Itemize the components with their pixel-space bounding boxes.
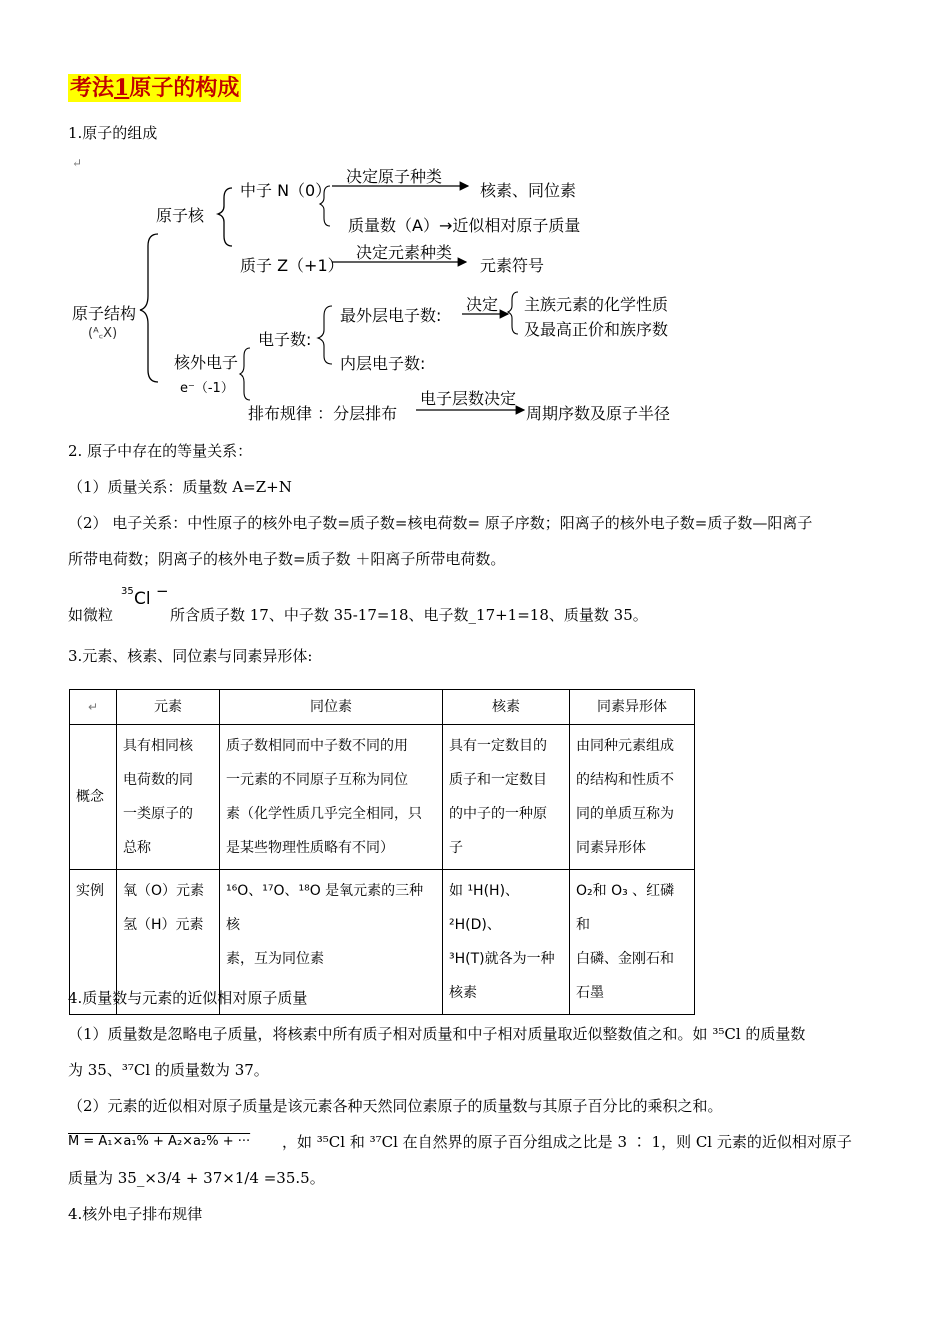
outer-result-brace: [508, 292, 518, 334]
cell-line: 氧（O）元素: [123, 883, 205, 899]
example-text: 所含质子数 17、中子数 35-17=18、电子数_17+1=18、质量数 35。: [170, 606, 648, 624]
table-row: [70, 725, 695, 870]
rule-label: 排布规律 ：分层排布: [248, 404, 398, 423]
atom-label: 原子结构: [72, 304, 137, 323]
heading-equal-relations: 2. 原子中存在的等量关系：: [68, 442, 253, 460]
row-label-concept: 概念: [70, 725, 117, 870]
header-allotrope: 同素异形体: [570, 690, 695, 725]
cell-line: 的结构和性质不: [576, 772, 674, 788]
cell-line: ¹⁶O、¹⁷O、¹⁸O 是氧元素的三种核: [226, 883, 424, 933]
cell-line: 由同种元素组成: [576, 738, 674, 754]
concept-nuclide: [443, 725, 570, 870]
cell-line: 同素异形体: [576, 840, 646, 856]
cell-line: 质子和一定数目: [449, 772, 547, 788]
atom-symbol: (ᴬ꜀X): [88, 326, 118, 341]
proton-label: 质子 Z（+1）: [240, 256, 344, 275]
rule-result: 周期序数及原子半径: [526, 404, 671, 423]
cell-line: 的中子的一种原: [449, 806, 547, 822]
heading-atom-composition: 1.原子的组成: [68, 124, 158, 142]
concept-isotope: [220, 725, 443, 870]
heading-mass-number: 4.质量数与元素的近似相对原子质量: [68, 989, 308, 1007]
example-prefix: 如微粒: [68, 606, 114, 624]
cell-line: 素（化学性质几乎完全相同，只: [226, 806, 422, 822]
electron-count-label: 电子数:: [258, 330, 312, 349]
electron-brace: [240, 348, 250, 400]
electron-relation-line2: 所带电荷数；阴离子的核外电子数=质子数 ＋阳离子所带电荷数。: [68, 550, 506, 568]
header-element: 元素: [117, 690, 220, 725]
para-mark: ↵: [72, 156, 83, 170]
header-nuclide: 核素: [443, 690, 570, 725]
neutron-result: 核素、同位素: [480, 181, 577, 200]
cell-line: O₂和 O₃ 、红磷和: [576, 883, 675, 933]
cell-line: 白磷、金刚石和: [576, 951, 674, 967]
example-mass-number: 35: [121, 586, 134, 597]
rule-arrow-label: 电子层数决定: [420, 389, 517, 408]
cell-line: 是某些物理性质略有不同）: [226, 840, 394, 856]
cell-line: 总称: [123, 840, 151, 856]
example-nuclide: [443, 870, 570, 1015]
concept-element: [117, 725, 220, 870]
cell-line: 核素: [449, 985, 477, 1001]
cell-line: 石墨: [576, 985, 604, 1001]
table-corner: ↵: [70, 690, 117, 725]
comparison-table: [69, 689, 695, 1015]
cell-line: 具有一定数目的: [449, 738, 547, 754]
cell-line: 质子数相同而中子数不同的用: [226, 738, 408, 754]
mass-number-label: 质量数（A）→近似相对原子质量: [348, 216, 581, 235]
proton-arrow-label: 决定元素种类: [356, 243, 453, 262]
header-isotope: 同位素: [220, 690, 443, 725]
electron-symbol: e⁻（-1）: [180, 381, 234, 396]
cell-line: 如 ¹H(H)、²H(D)、: [449, 883, 520, 933]
table-header-row: [70, 690, 695, 725]
neutron-arrow-label: 决定原子种类: [346, 167, 443, 186]
heading-electron-arrangement: 4.核外电子排布规律: [68, 1205, 203, 1223]
example-allotrope: [570, 870, 695, 1015]
row-label-example: 实例: [70, 870, 117, 1015]
chlorine-example-line2: 质量为 35_×3/4 + 37×1/4 =35.5。: [68, 1169, 325, 1187]
cell-line: 具有相同核: [123, 738, 193, 754]
mass-number-def-line1: （1）质量数是忽略电子质量，将核素中所有质子相对质量和中子相对质量取近似整数值之和。如 ³⁵Cl 的质量数: [68, 1025, 806, 1043]
outer-electron-label: 最外层电子数:: [340, 306, 442, 325]
example-symbol: Cl: [134, 589, 151, 609]
inner-electron-label: 内层电子数:: [340, 354, 426, 373]
chlorine-example-line1: ，如 ³⁵Cl 和 ³⁷Cl 在自然界的原子百分组成之比是 3 ∶ 1，则 Cl 元素的近似相对原子: [282, 1133, 852, 1151]
nucleus-brace: [218, 188, 232, 246]
cell-line: 一类原子的: [123, 806, 193, 822]
heading-comparison: 3.元素、核素、同位素与同素异形体:: [68, 647, 313, 665]
cell-line: ³H(T)就各为一种: [449, 951, 555, 967]
title-prefix: 考法: [70, 75, 115, 101]
cell-line: 子: [449, 840, 463, 856]
cell-line: 氢（H）元素: [123, 917, 204, 933]
relative-mass-def: （2）元素的近似相对原子质量是该元素各种天然同位素原子的质量数与其原子百分比的乘积之和。: [68, 1097, 723, 1115]
mass-number-def-line2: 为 35、³⁷Cl 的质量数为 37。: [68, 1061, 269, 1079]
electron-count-brace: [318, 306, 332, 364]
neutron-label: 中子 N（0）: [240, 181, 332, 200]
electron-label: 核外电子: [174, 353, 239, 372]
concept-allotrope: [570, 725, 695, 870]
outer-result-1: 主族元素的化学性质: [524, 295, 669, 314]
electron-relation-line1: （2） 电子关系：中性原子的核外电子数=质子数=核电荷数= 原子序数；阳离子的核外电子数=质子数—阳离子: [68, 514, 813, 532]
nucleus-label: 原子核: [156, 206, 205, 225]
cell-line: 一元素的不同原子互称为同位: [226, 772, 408, 788]
proton-result: 元素符号: [480, 256, 545, 275]
example-charge: −: [156, 582, 169, 600]
average-mass-formula: M = A₁×a₁% + A₂×a₂% + ···: [68, 1134, 251, 1149]
title-number: 1: [114, 75, 130, 101]
title-text: 原子的构成: [129, 75, 240, 101]
cell-line: 电荷数的同: [123, 772, 193, 788]
atom-brace: [140, 234, 158, 382]
mass-relation: （1）质量关系：质量数 A=Z+N: [68, 478, 292, 496]
cell-line: 素，互为同位素: [226, 951, 324, 967]
cell-line: 同的单质互称为: [576, 806, 674, 822]
outer-result-2: 及最高正价和族序数: [524, 320, 669, 339]
outer-arrow-label: 决定: [466, 295, 499, 314]
